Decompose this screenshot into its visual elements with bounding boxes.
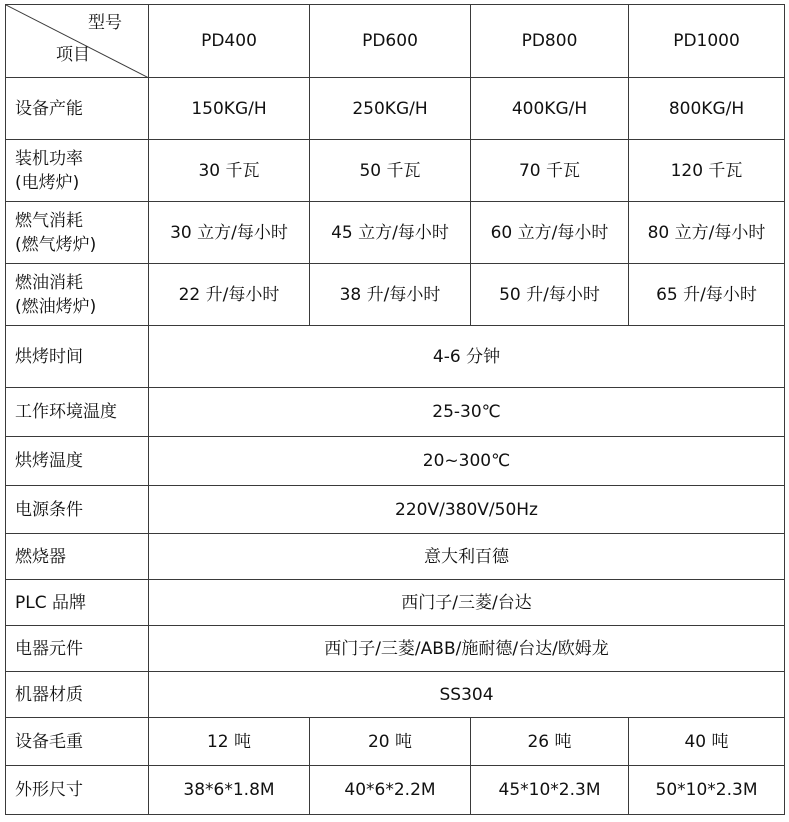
table-row [6,626,785,672]
table-cell: 30 千瓦 [149,140,310,202]
row-label-dimensions: 外形尺寸 [6,766,149,815]
diagonal-divider [6,5,149,78]
row-label-gross-weight: 设备毛重 [6,718,149,766]
table-row [6,486,785,534]
header-row [6,5,785,78]
table-cell: 50 千瓦 [310,140,471,202]
table-cell-merged: SS304 [149,672,785,718]
row-label-power-supply: 电源条件 [6,486,149,534]
table-cell: 40 吨 [629,718,785,766]
table-cell-merged: 25-30℃ [149,388,785,437]
row-label-baking-time: 烘烤时间 [6,326,149,388]
table-cell-merged: 20~300℃ [149,437,785,486]
row-label-burner: 燃烧器 [6,534,149,580]
table-cell-merged: 西门子/三菱/台达 [149,580,785,626]
table-row [6,437,785,486]
table-row [6,388,785,437]
table-cell: 38*6*1.8M [149,766,310,815]
table-cell: 120 千瓦 [629,140,785,202]
row-label-capacity: 设备产能 [6,78,149,140]
table-cell-merged: 意大利百德 [149,534,785,580]
row-label-line2: (电烤炉) [15,172,80,193]
table-cell: 60 立方/每小时 [471,202,629,264]
table-row [6,672,785,718]
table-row [6,202,785,264]
table-cell: 30 立方/每小时 [149,202,310,264]
table-cell: 80 立方/每小时 [629,202,785,264]
row-label-env-temperature: 工作环境温度 [6,388,149,437]
table-row [6,78,785,140]
table-row [6,718,785,766]
table-row [6,580,785,626]
table-cell: 45 立方/每小时 [310,202,471,264]
table-cell-merged: 220V/380V/50Hz [149,486,785,534]
table-cell: 150KG/H [149,78,310,140]
row-label-line2: (燃油烤炉) [15,296,97,317]
table-cell: 65 升/每小时 [629,264,785,326]
table-row [6,766,785,815]
model-header-pd1000: PD1000 [629,5,785,78]
table-cell: 12 吨 [149,718,310,766]
table-cell: 50*10*2.3M [629,766,785,815]
table-cell: 400KG/H [471,78,629,140]
table-cell: 250KG/H [310,78,471,140]
table-cell: 26 吨 [471,718,629,766]
table-cell: 800KG/H [629,78,785,140]
model-header-pd600: PD600 [310,5,471,78]
table-cell-merged: 4-6 分钟 [149,326,785,388]
row-label-line1: 装机功率 [15,148,83,169]
row-label-oil-consumption [6,264,149,326]
table-cell: 22 升/每小时 [149,264,310,326]
row-label-machine-material: 机器材质 [6,672,149,718]
row-label-gas-consumption [6,202,149,264]
row-label-line1: 燃油消耗 [15,272,83,293]
row-label-electrical-components: 电器元件 [6,626,149,672]
table-cell: 70 千瓦 [471,140,629,202]
row-label-line1: 燃气消耗 [15,210,83,231]
spec-table [5,4,785,815]
table-row [6,326,785,388]
table-cell: 45*10*2.3M [471,766,629,815]
table-row [6,264,785,326]
row-label-line2: (燃气烤炉) [15,234,97,255]
row-label-baking-temperature: 烘烤温度 [6,437,149,486]
row-label-plc-brand: PLC 品牌 [6,580,149,626]
row-label-installed-power [6,140,149,202]
table-row [6,534,785,580]
model-header-pd400: PD400 [149,5,310,78]
corner-header-cell [6,5,149,78]
corner-model-label: 型号 [88,13,122,33]
table-cell: 40*6*2.2M [310,766,471,815]
model-header-pd800: PD800 [471,5,629,78]
table-cell: 20 吨 [310,718,471,766]
table-cell-merged: 西门子/三菱/ABB/施耐德/台达/欧姆龙 [149,626,785,672]
table-row [6,140,785,202]
corner-item-label: 项目 [56,45,90,65]
table-cell: 38 升/每小时 [310,264,471,326]
table-cell: 50 升/每小时 [471,264,629,326]
